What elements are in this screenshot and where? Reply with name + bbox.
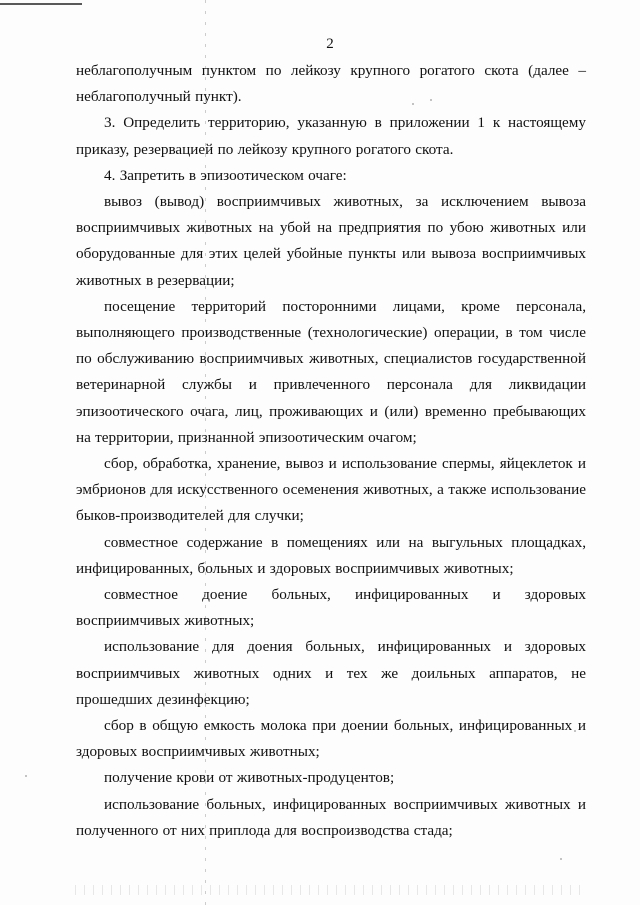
paragraph-7: совместное содержание в помещениях или на выгульных площадках, инфицированных, больных и здоровых восприимчивых животных; bbox=[76, 533, 586, 577]
paragraph-1: неблагополучным пунктом по лейкозу крупного рогатого скота (далее – неблагополучный пункт). bbox=[76, 62, 586, 106]
scan-artifact-line bbox=[0, 3, 82, 5]
paragraph-6: сбор, обработка, хранение, вывоз и использование спермы, яйцеклеток и эмбрионов для искусственного осеменения животных, а также использование быков-производителей для случки; bbox=[76, 455, 586, 525]
paragraph-9: использование для доения больных, инфицированных и здоровых восприимчивых животных одних и тех же доильных аппаратов, не прошедших дезинфекцию; bbox=[76, 638, 586, 708]
paragraph-4: вывоз (вывод) восприимчивых животных, за исключением вывоза восприимчивых животных на убой на предприятия по убою животных или оборудованные для этих целей убойные пункты или вывоза восприимчивых животных в резервации; bbox=[76, 193, 586, 289]
scan-speck bbox=[560, 858, 562, 860]
paragraph-2: 3. Определить территорию, указанную в приложении 1 к настоящему приказу, резервацией по лейкозу крупного рогатого скота. bbox=[76, 114, 586, 158]
scan-speck bbox=[412, 103, 414, 105]
paragraph-8: совместное доение больных, инфицированных и здоровых восприимчивых животных; bbox=[76, 586, 586, 630]
document-body bbox=[76, 58, 586, 844]
scan-speck bbox=[574, 730, 576, 732]
scan-speck bbox=[25, 775, 27, 777]
paragraph-5: посещение территорий посторонними лицами, кроме персонала, выполняющего производственные (технологические) операции, в том числе по обслуживанию восприимчивых животных, специалистов государственной ветеринарной службы и привлеченного персонала для ликвидации эпизоотического очага, лиц, проживающих и (или) временно пребывающих на территории, признанной эпизоотическим очагом; bbox=[76, 297, 586, 446]
paragraph-11: получение крови от животных-продуцентов; bbox=[104, 769, 395, 787]
scan-speck bbox=[430, 99, 432, 101]
paragraph-3: 4. Запретить в эпизоотическом очаге: bbox=[104, 166, 347, 184]
scan-artifact-bottom bbox=[75, 885, 585, 895]
paragraph-12: использование больных, инфицированных восприимчивых животных и полученного от них приплода для воспроизводства стада; bbox=[76, 795, 586, 839]
page-number: 2 bbox=[326, 36, 334, 52]
paragraph-10: сбор в общую емкость молока при доении больных, инфицированных и здоровых восприимчивых животных; bbox=[76, 717, 586, 761]
